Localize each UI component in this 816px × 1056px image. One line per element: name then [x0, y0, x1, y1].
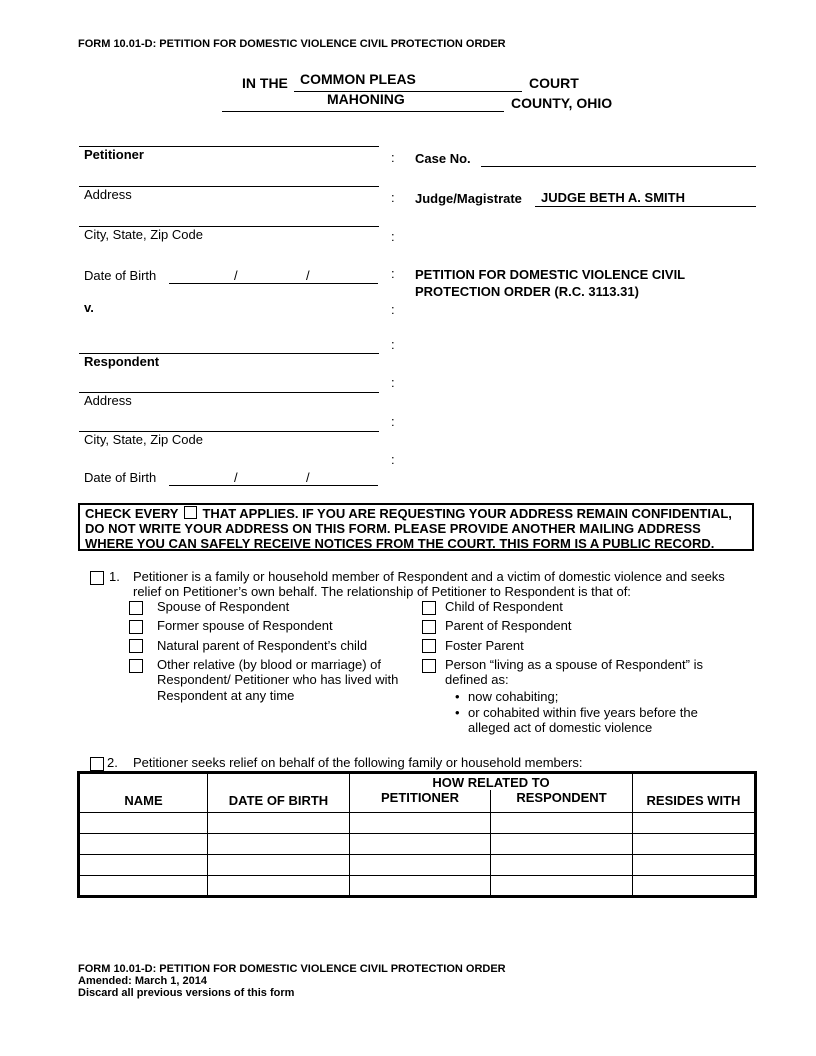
petitioner-dob-slash-1: /: [234, 268, 238, 283]
respondent-city-label: City, State, Zip Code: [84, 432, 203, 447]
footer-form-title: FORM 10.01-D: PETITION FOR DOMESTIC VIOLENCE CIVIL PROTECTION ORDER: [78, 963, 506, 975]
household-members-table: [77, 771, 757, 898]
bullet-icon: •: [455, 705, 460, 720]
in-the-label: IN THE: [242, 75, 288, 91]
notice-line2: DO NOT WRITE YOUR ADDRESS ON THIS FORM. PLEASE PROVIDE ANOTHER MAILING ADDRESS: [85, 521, 701, 536]
section2-number: 2.: [107, 755, 118, 770]
parent-label: Parent of Respondent: [445, 618, 572, 633]
member-dob-cell[interactable]: [208, 876, 350, 897]
table-row: [79, 834, 756, 855]
cohabited-label-1: or cohabited within five years before the: [468, 705, 698, 720]
judge-line: [535, 206, 756, 207]
member-dob-cell[interactable]: [208, 813, 350, 834]
petitioner-address-label: Address: [84, 187, 132, 202]
court-name-value[interactable]: COMMON PLEAS: [300, 71, 416, 87]
spouse-checkbox[interactable]: [129, 601, 143, 615]
petitioner-label: Petitioner: [84, 147, 144, 162]
table-row: [79, 813, 756, 834]
respondent-dob-field[interactable]: [169, 485, 378, 486]
case-no-line: [481, 166, 756, 167]
col-resides-header: RESIDES WITH: [633, 773, 756, 813]
caption-colon: :: [391, 302, 395, 317]
col-respondent-header: RESPONDENT: [491, 790, 633, 813]
case-no-label: Case No.: [415, 151, 471, 166]
respondent-dob-slash-1: /: [234, 470, 238, 485]
section2-text: Petitioner seeks relief on behalf of the following family or household members:: [133, 755, 583, 770]
former-spouse-checkbox[interactable]: [129, 620, 143, 634]
member-petitioner-cell[interactable]: [350, 876, 491, 897]
court-label: COURT: [529, 75, 579, 91]
respondent-dob-slash-2: /: [306, 470, 310, 485]
child-checkbox[interactable]: [422, 601, 436, 615]
parent-checkbox[interactable]: [422, 620, 436, 634]
natural-parent-checkbox[interactable]: [129, 639, 143, 653]
footer-discard: Discard all previous versions of this form: [78, 987, 295, 999]
notice-line1-b: THAT APPLIES. IF YOU ARE REQUESTING YOUR ADDRESS REMAIN CONFIDENTIAL,: [202, 506, 732, 521]
member-respondent-cell[interactable]: [491, 834, 633, 855]
respondent-address-label: Address: [84, 393, 132, 408]
member-resides-cell[interactable]: [633, 855, 756, 876]
natural-parent-label: Natural parent of Respondent’s child: [157, 638, 368, 653]
member-dob-cell[interactable]: [208, 855, 350, 876]
county-name-value[interactable]: MAHONING: [327, 91, 405, 107]
member-petitioner-cell[interactable]: [350, 834, 491, 855]
member-resides-cell[interactable]: [633, 834, 756, 855]
footer-amended: Amended: March 1, 2014: [78, 975, 207, 987]
foster-parent-label: Foster Parent: [445, 638, 524, 653]
caption-colon: :: [391, 150, 395, 165]
caption-colon: :: [391, 414, 395, 429]
other-relative-label-2: Respondent/ Petitioner who has lived with: [157, 672, 399, 687]
respondent-label: Respondent: [84, 354, 160, 369]
foster-parent-checkbox[interactable]: [422, 639, 436, 653]
member-petitioner-cell[interactable]: [350, 855, 491, 876]
other-relative-label-1: Other relative (by blood or marriage) of: [157, 657, 381, 672]
other-relative-label-3: Respondent at any time: [157, 688, 295, 703]
county-name-line: [222, 111, 504, 112]
member-dob-cell[interactable]: [208, 834, 350, 855]
petitioner-dob-field[interactable]: [169, 283, 378, 284]
cohabited-label-2: alleged act of domestic violence: [468, 720, 653, 735]
county-label: COUNTY, OHIO: [511, 95, 613, 111]
member-name-cell[interactable]: [79, 855, 208, 876]
notice-line3: WHERE YOU CAN SAFELY RECEIVE NOTICES FROM THE COURT. THIS FORM IS A PUBLIC RECORD.: [85, 536, 715, 551]
table-row: [79, 876, 756, 897]
petition-title-line1: PETITION FOR DOMESTIC VIOLENCE CIVIL: [415, 267, 686, 282]
section1-text-line1: Petitioner is a family or household member of Respondent and a victim of domestic violence and seeks: [133, 569, 725, 584]
child-label: Child of Respondent: [445, 599, 563, 614]
judge-label: Judge/Magistrate: [415, 191, 522, 206]
caption-colon: :: [391, 452, 395, 467]
cohabiting-label: now cohabiting;: [468, 689, 559, 704]
member-name-cell[interactable]: [79, 813, 208, 834]
col-dob-header: DATE OF BIRTH: [208, 773, 350, 813]
petitioner-dob-slash-2: /: [306, 268, 310, 283]
notice-checkbox-icon: [184, 506, 197, 519]
versus-label: v.: [84, 300, 94, 315]
col-name-header: NAME: [79, 773, 208, 813]
member-name-cell[interactable]: [79, 834, 208, 855]
caption-colon: :: [391, 337, 395, 352]
respondent-dob-label: Date of Birth: [84, 470, 157, 485]
member-respondent-cell[interactable]: [491, 855, 633, 876]
caption-colon: :: [391, 229, 395, 244]
caption-colon: :: [391, 375, 395, 390]
member-petitioner-cell[interactable]: [350, 813, 491, 834]
member-resides-cell[interactable]: [633, 813, 756, 834]
table-row: [79, 855, 756, 876]
notice-line1-a: CHECK EVERY: [85, 506, 179, 521]
section1-text-line2: relief on Petitioner’s own behalf. The relationship of Petitioner to Respondent is that of:: [133, 584, 631, 599]
how-related-header: HOW RELATED TO: [350, 773, 633, 790]
member-respondent-cell[interactable]: [491, 876, 633, 897]
caption-colon: :: [391, 190, 395, 205]
bullet-icon: •: [455, 689, 460, 704]
spouse-label: Spouse of Respondent: [157, 599, 290, 614]
section1-number: 1.: [109, 569, 120, 584]
member-name-cell[interactable]: [79, 876, 208, 897]
other-relative-checkbox[interactable]: [129, 659, 143, 673]
section2-checkbox[interactable]: [90, 757, 104, 771]
living-as-spouse-label-1: Person “living as a spouse of Respondent” is: [445, 657, 703, 672]
public-record-notice: [78, 503, 754, 551]
form-header: FORM 10.01-D: PETITION FOR DOMESTIC VIOLENCE CIVIL PROTECTION ORDER: [78, 38, 506, 50]
caption-colon: :: [391, 266, 395, 281]
petitioner-city-label: City, State, Zip Code: [84, 227, 203, 242]
section1-checkbox[interactable]: [90, 571, 104, 585]
living-as-spouse-checkbox[interactable]: [422, 659, 436, 673]
member-resides-cell[interactable]: [633, 876, 756, 897]
former-spouse-label: Former spouse of Respondent: [157, 618, 333, 633]
living-as-spouse-label-2: defined as:: [445, 672, 509, 687]
judge-value[interactable]: JUDGE BETH A. SMITH: [541, 190, 685, 205]
petitioner-dob-label: Date of Birth: [84, 268, 157, 283]
petition-title-line2: PROTECTION ORDER (R.C. 3113.31): [415, 284, 639, 299]
col-petitioner-header: PETITIONER: [350, 790, 491, 813]
member-respondent-cell[interactable]: [491, 813, 633, 834]
